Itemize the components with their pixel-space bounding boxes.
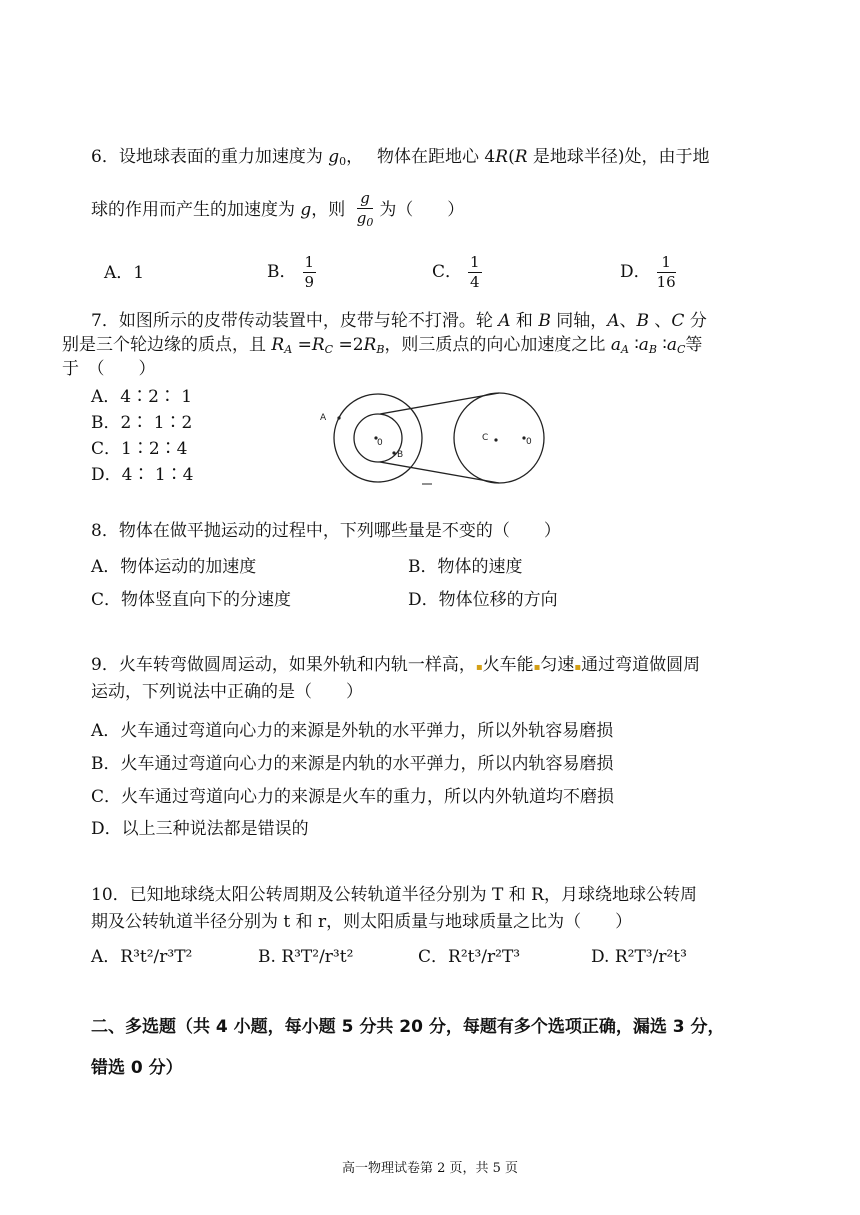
point-a-dot xyxy=(337,416,340,419)
q6-option-d: D． $\frac{1}{16}$ xyxy=(620,253,676,291)
q6-line2: 球的作用而产生的加速度为 g，则 $\frac{g}{g_0}$ 为（ ） xyxy=(91,189,465,229)
q6-option-c: C． $\frac{1}{4}$ xyxy=(432,253,480,291)
q10-line2: 期及公转轨道半径分别为 t 和 r，则太阳质量与地球质量之比为（ ） xyxy=(91,912,633,932)
q7-line3: 于 （ ） xyxy=(62,359,156,379)
label-o1: 0 xyxy=(377,438,383,448)
point-c-dot xyxy=(494,438,497,441)
q7-line2: 别是三个轮边缘的质点，且 $R_A =R_C =2R_B$，则三质点的向心加速度之比 $a_A$ $∶a_B$ $∶a_C$等 xyxy=(62,335,703,356)
page-footer: 高一物理试卷第 2 页，共 5 页 xyxy=(341,1161,519,1176)
fraction-1-4: $\frac{1}{4}$ xyxy=(470,253,480,291)
q9-line2: 运动，下列说法中正确的是（ ） xyxy=(91,682,363,702)
q10-option-c: C．R²t³/r²T³ xyxy=(418,947,521,967)
label-b: B xyxy=(397,450,404,460)
label-a: A xyxy=(320,413,327,423)
q6-option-a: A．1 xyxy=(104,263,145,283)
belt-drive-figure xyxy=(318,390,548,488)
fraction-1-16: $\frac{1}{16}$ xyxy=(656,253,676,291)
label-c: C xyxy=(482,433,489,443)
q7-option-d: D．4∶ 1∶4 xyxy=(91,465,194,485)
q7-line1: 7．如图所示的皮带传动装置中，皮带与轮不打滑。轮 A 和 B 同轴，A、B 、C 分 xyxy=(91,311,707,331)
q6-line1: 6．设地球表面的重力加速度为 $g_0$， 物体在距地心 4R(R 是地球半径)处，由于地 xyxy=(91,147,710,168)
label-o2: 0 xyxy=(526,437,532,447)
q10-option-a: A．R³t²/r³T² xyxy=(91,947,193,967)
q9-option-c: C．火车通过弯道向心力的来源是火车的重力，所以内外轨道均不磨损 xyxy=(91,787,615,807)
q9-option-a: A．火车通过弯道向心力的来源是外轨的水平弹力，所以外轨容易磨损 xyxy=(91,721,614,741)
q8-option-d: D．物体位移的方向 xyxy=(408,590,558,610)
section2-heading-line2: 错选 0 分） xyxy=(91,1058,183,1078)
q10-line1: 10．已知地球绕太阳公转周期及公转轨道半径分别为 T 和 R，月球绕地球公转周 xyxy=(91,885,697,905)
q8-option-b: B．物体的速度 xyxy=(408,557,523,577)
section2-heading-line1: 二、多选题（共 4 小题，每小题 5 分共 20 分，每题有多个选项正确，漏选 3 分， xyxy=(91,1017,725,1037)
q8-option-c: C．物体竖直向下的分速度 xyxy=(91,590,292,610)
q6-option-b: B． $\frac{1}{9}$ xyxy=(267,253,315,291)
q9-option-b: B．火车通过弯道向心力的来源是内轨的水平弹力，所以内轨容易磨损 xyxy=(91,754,614,774)
q10-option-d: D. R²T³/r²t³ xyxy=(591,947,687,967)
point-b-dot xyxy=(392,451,395,454)
q9-line1: 9．火车转弯做圆周运动，如果外轨和内轨一样高，▪火车能▪匀速▪通过弯道做圆周 xyxy=(91,655,701,675)
g-over-g0-fraction: $\frac{g}{g_0}$ xyxy=(356,189,374,229)
q8-stem: 8．物体在做平抛运动的过程中，下列哪些量是不变的（ ） xyxy=(91,521,561,541)
q7-option-a: A．4∶2∶ 1 xyxy=(91,387,193,407)
belt-top xyxy=(380,393,499,414)
q10-option-b: B. R³T²/r³t² xyxy=(258,947,354,967)
belt-bottom xyxy=(380,462,499,483)
fraction-1-9: $\frac{1}{9}$ xyxy=(304,253,315,291)
q7-option-c: C．1∶2∶4 xyxy=(91,439,188,459)
q8-option-a: A．物体运动的加速度 xyxy=(91,557,257,577)
q9-option-d: D．以上三种说法都是错误的 xyxy=(91,819,309,839)
q7-option-b: B．2∶ 1∶2 xyxy=(91,413,193,433)
